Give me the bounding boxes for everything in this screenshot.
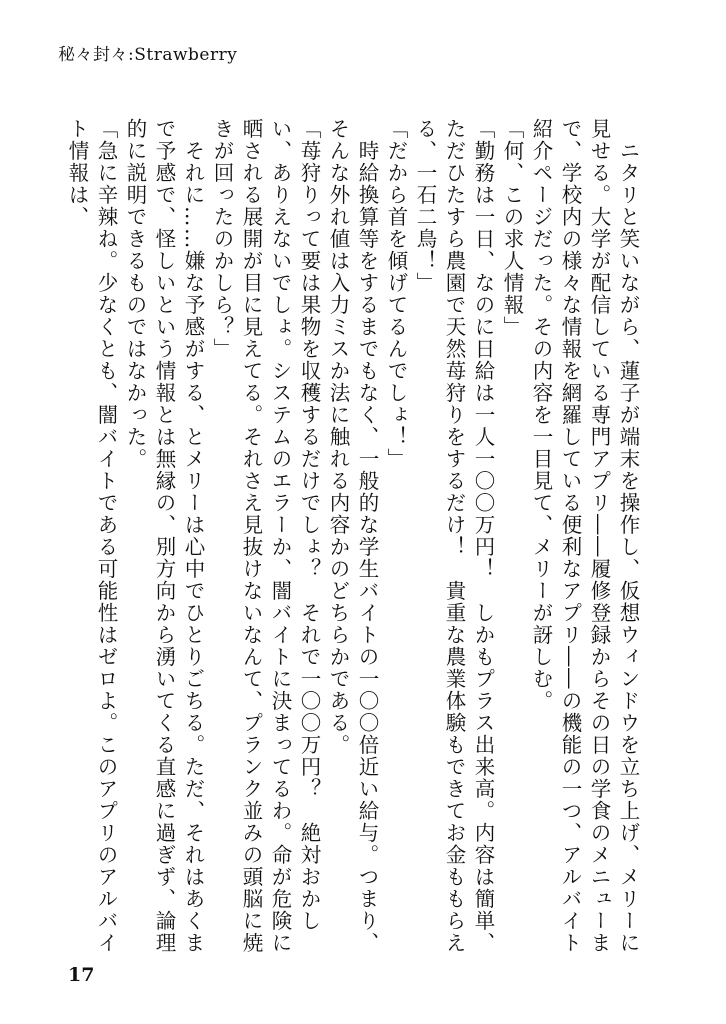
paragraph-2: 「何、この求人情報」 <box>500 118 524 338</box>
paragraph-4: 「だから首を傾げてるんでしょ！」 <box>384 118 408 470</box>
paragraph-7: それに……嫌な予感がする、とメリーは心中でひとりごちる。ただ、それはあくまで予感で、怪しいという情報とは無縁の、別方向から湧いてくる直感に過ぎず、論理的に説明できるものではなかった。 <box>123 118 205 954</box>
paragraph-8: 「急に辛辣ね。少なくとも、闇バイトである可能性はゼロよ。このアプリのアルバイト情報は、 <box>65 118 118 954</box>
page-number: 17 <box>68 964 95 986</box>
paragraph-3: 「勤務は一日、なのに日給は一人一〇〇万円！ しかもプラス出来高。内容は簡単、ただひたすら農園で天然苺狩りをするだけ！ 貴重な農業体験もできてお金ももらえる、一石二鳥！」 <box>413 118 495 954</box>
paragraph-1: ニタリと笑いながら、蓮子が端末を操作し、仮想ウィンドウを立ち上げ、メリーに見せる。大学が配信している専門アプリ――履修登録からその日の学食のメニューまで、学校内の様々な情報を網羅している便利なアプリ――の機能の一つ、アルバイト紹介ページだった。その内容を一目見て、メリーが訝しむ。 <box>529 118 640 954</box>
paragraph-5: 時給換算等をするまでもなく、一般的な学生バイトの一〇〇倍近い給与。つまり、そんな外れ値は入力ミスか法に触れる内容かのどちらかである。 <box>326 118 379 954</box>
paragraph-6: 「苺狩りって要は果物を収穫するだけでしょ？ それで一〇〇万円？ 絶対おかしい、ありえないでしょ。システムのエラーか、闇バイトに決まってるわ。命が危険に晒される展開が目に見えてる。それさえ見抜けないなんて、プランク並みの頭脳に焼きが回ったのかしら？」 <box>210 118 321 954</box>
vertical-text-block <box>22 118 642 960</box>
running-title: 秘々封々:Strawberry <box>58 45 238 65</box>
